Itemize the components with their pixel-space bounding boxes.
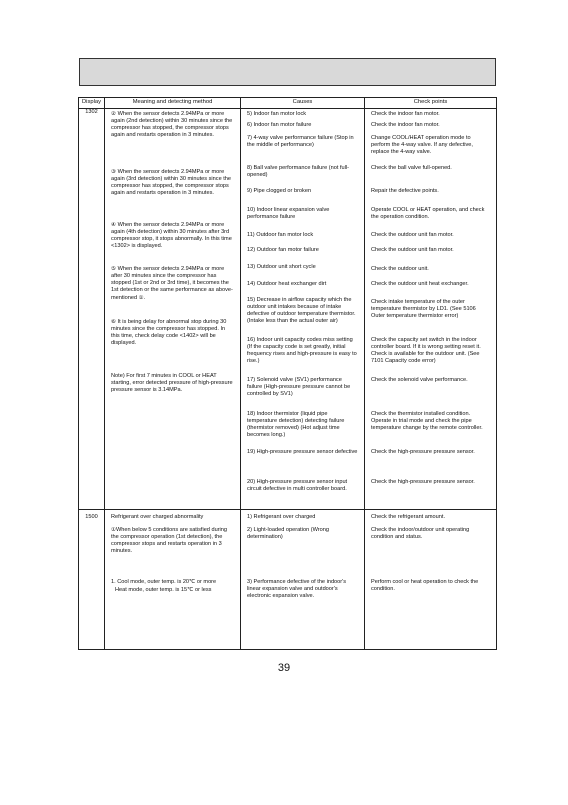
cause-text: 9) Pipe clogged or broken <box>247 188 312 194</box>
header-causes: Causes <box>241 98 365 109</box>
checkpoint-text: Check the ball valve full-opened. <box>371 165 452 171</box>
header-meaning: Meaning and detecting method <box>105 98 241 109</box>
cause-text: 15) Decrease in airflow capacity which the outdoor unit intakes because of intake defective of outdoor temperature thermistor. (Intake less than the actual outer air) <box>247 297 356 325</box>
cause-text: 7) 4-way valve performance failure (Stop in the middle of performance) <box>247 135 354 149</box>
checkpoint-text: Check the refrigerant amount. <box>371 514 445 520</box>
checkpoints-cell <box>365 109 497 510</box>
checkpoint-text: Check the indoor fan motor. <box>371 111 440 117</box>
checkpoint-text: Check the outdoor unit fan motor. <box>371 232 454 238</box>
table-row <box>79 510 497 650</box>
meaning-text: Heat mode, outer temp. is 15℃ or less <box>115 587 212 593</box>
cause-text: 6) Indoor fan motor failure <box>247 122 312 128</box>
cause-text: 8) Ball valve performance failure (not full-opened) <box>247 165 349 179</box>
error-code-table <box>78 97 497 650</box>
meaning-text: ④ When the sensor detects 2.94MPa or more again (4th detection) within 30 minutes after 3rd compressor stop, it stops abnormally. In this time <1302> is displayed. <box>111 222 232 250</box>
checkpoint-text: Check intake temperature of the outer temperature thermistor by LD1. (See 5106 Outer temperature thermistor error) <box>371 299 476 320</box>
cause-text: 13) Outdoor unit short cycle <box>247 264 316 270</box>
cause-text: 5) Indoor fan motor lock <box>247 111 307 117</box>
meaning-text: ③ When the sensor detects 2.94MPa or more again (3rd detection) within 30 minutes since the compressor has stopped, the compressor stops again and restarts operation in 3 minutes. <box>111 169 232 197</box>
causes-cell <box>241 510 365 650</box>
page-number: 39 <box>277 662 291 674</box>
checkpoint-text: Check the indoor/outdoor unit operating condition and status. <box>371 527 470 541</box>
checkpoint-text: Check the high-pressure pressure sensor. <box>371 449 475 455</box>
cause-text: 18) Indoor thermistor (liquid pipe temperature detection) detecting failure (thermistor removed) (Hot adjust time becomes long.) <box>247 411 345 439</box>
display-code: 1500 <box>79 510 105 650</box>
header-display: Display <box>79 98 105 109</box>
checkpoint-text: Operate COOL or HEAT operation, and check the operation condition. <box>371 207 485 221</box>
meaning-text: ⑤ When the sensor detects 2.94MPa or more after 30 minutes since the compressor has stopped (1st or 2nd or 3rd time), it becomes the 1st detection or the same performance as above-mentioned ①. <box>111 266 233 301</box>
checkpoint-text: Perform cool or heat operation to check the condition. <box>371 579 479 593</box>
cause-text: 20) High-pressure pressure sensor input circuit defective in multi controller board. <box>247 479 348 493</box>
cause-text: 3) Performance defective of the indoor's linear expansion valve and outdoor's electronic expansion valve. <box>247 579 347 600</box>
checkpoint-text: Check the capacity set switch in the indoor controller board. If it is wrong setting reset it. Check is available for the outdoor unit. (See 7101 Capacity code error) <box>371 337 481 365</box>
causes-cell <box>241 109 365 510</box>
meaning-text: Note) For first 7 minutes in COOL or HEAT starting, error detected pressure of high-pressure pressure sensor is 3.14MPa. <box>111 373 233 394</box>
cause-text: 12) Outdoor fan motor failure <box>247 247 319 253</box>
table-row <box>79 109 497 510</box>
cause-text: 19) High-pressure pressure sensor defective <box>247 449 358 455</box>
checkpoint-text: Check the indoor fan motor. <box>371 122 440 128</box>
cause-text: 17) Solenoid valve (SV1) performance failure (High-pressure pressure cannot be controlled by SV1) <box>247 377 351 398</box>
cause-text: 2) Light-loaded operation (Wrong determination) <box>247 527 329 541</box>
checkpoint-text: Check the outdoor unit heat exchanger. <box>371 281 469 287</box>
checkpoint-text: Check the solenoid valve performance. <box>371 377 468 383</box>
table-header-row <box>79 98 497 109</box>
meaning-text: ② When the sensor detects 2.94MPa or more again (2nd detection) within 30 minutes since the compressor has stopped, the compressor stops again and restarts operation in 3 minutes. <box>111 111 233 139</box>
cause-text: 11) Outdoor fan motor lock <box>247 232 314 238</box>
meaning-text: ⑥ It is being delay for abnormal stop during 30 minutes since the compressor has stopped. In this time, check delay code <1402> will be displayed. <box>111 319 227 347</box>
checkpoint-text: Change COOL/HEAT operation mode to perform the 4-way valve. If any defective, replace the 4-way valve. <box>371 135 473 156</box>
checkpoint-text: Check the high-pressure pressure sensor. <box>371 479 475 485</box>
header-check-points: Check points <box>365 98 497 109</box>
header-bar <box>79 58 496 86</box>
cause-text: 1) Refrigerant over charged <box>247 514 316 520</box>
checkpoint-text: Check the outdoor unit. <box>371 266 429 272</box>
checkpoint-text: Check the outdoor unit fan motor. <box>371 247 454 253</box>
checkpoints-cell <box>365 510 497 650</box>
meaning-cell <box>105 510 241 650</box>
display-code: 1302 <box>79 109 105 510</box>
meaning-text: ①When below 5 conditions are satisfied during the compressor operation (1st detection), the compressor stops and restarts operation in 3 minutes. <box>111 527 228 555</box>
meaning-text: 1. Cool mode, outer temp. is 20℃ or more <box>111 579 217 585</box>
cause-text: 10) Indoor linear expansion valve performance failure <box>247 207 330 221</box>
meaning-cell <box>105 109 241 510</box>
cause-text: 16) Indoor unit capacity codes miss setting (If the capacity code is set greatly, initial frequency rises and high-pressure is easy to rise.) <box>247 337 357 365</box>
checkpoint-text: Check the thermistor installed condition. Operate in trial mode and check the pipe temperature change by the remote controller. <box>371 411 483 432</box>
meaning-text: Refrigerant over charged abnormality <box>111 514 204 520</box>
checkpoint-text: Repair the defective points. <box>371 188 439 194</box>
cause-text: 14) Outdoor heat exchanger dirt <box>247 281 327 287</box>
